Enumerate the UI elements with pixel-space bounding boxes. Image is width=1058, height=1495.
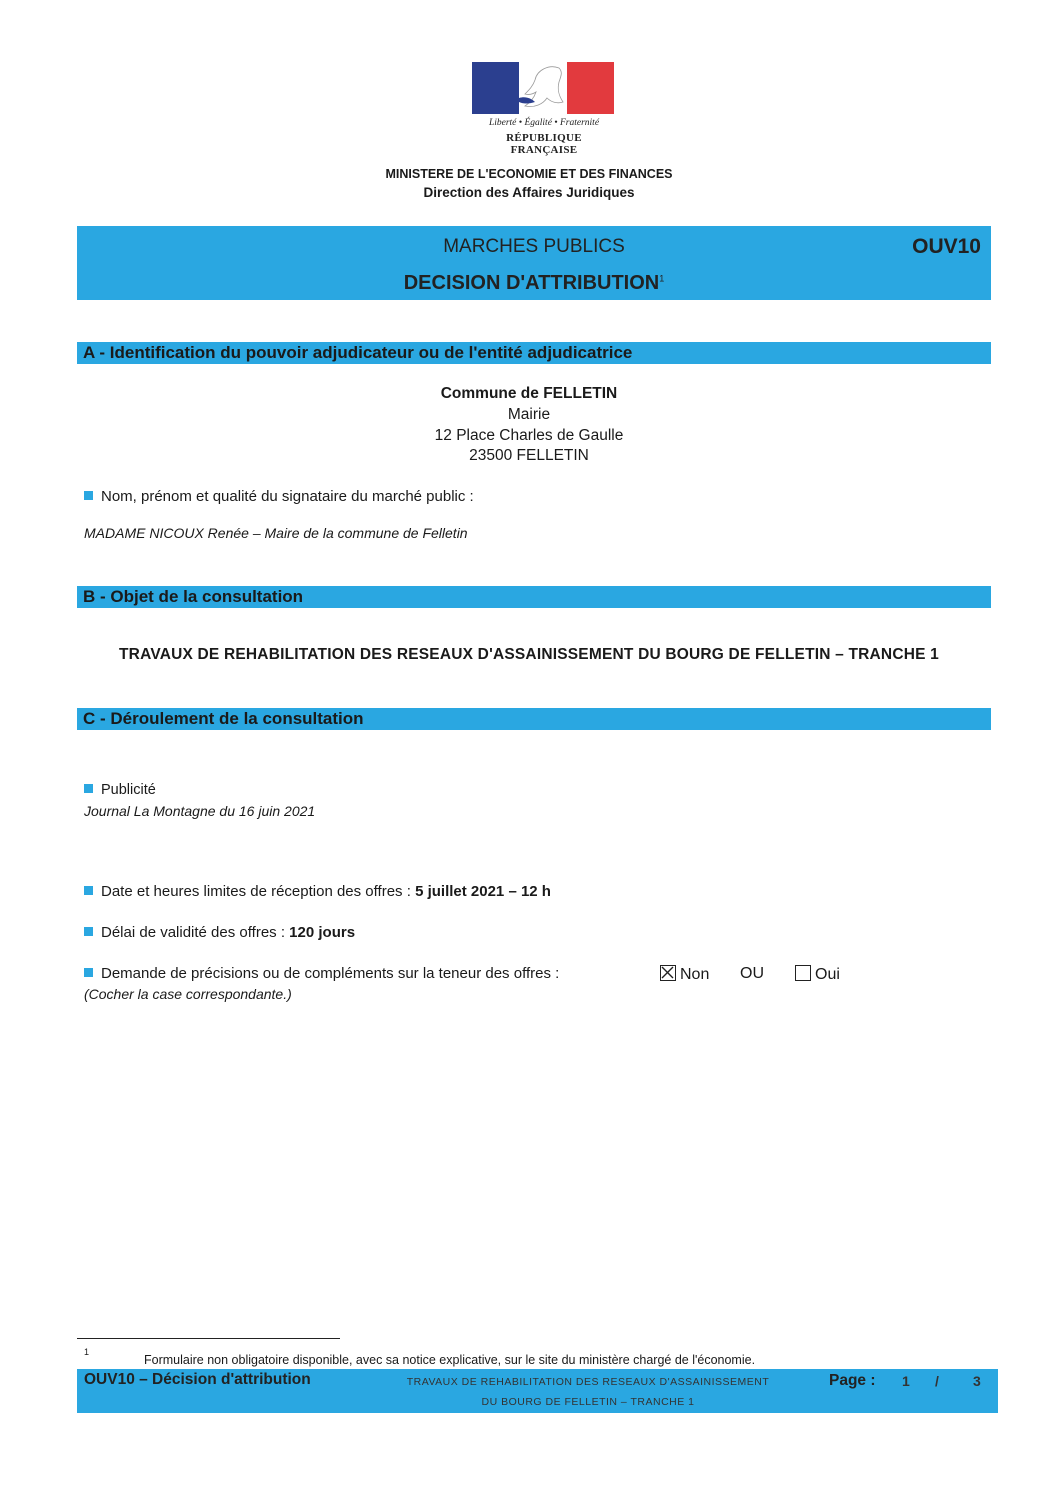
- section-a-heading: A - Identification du pouvoir adjudicateur ou de l'entité adjudicatrice: [77, 342, 991, 364]
- direction-title: Direction des Affaires Juridiques: [423, 185, 635, 200]
- bullet-icon: [84, 886, 93, 895]
- signatory-value: MADAME NICOUX Renée – Maire de la commune de Felletin: [84, 525, 468, 541]
- footer-form-title: OUV10 – Décision d'attribution: [84, 1371, 311, 1388]
- validity-value: 120 jours: [289, 924, 356, 941]
- section-b-heading: B - Objet de la consultation: [77, 586, 991, 608]
- bullet-icon: [84, 968, 93, 977]
- entity-line2: Mairie: [507, 406, 551, 423]
- title-line2: DECISION D'ATTRIBUTION$^1$: [403, 272, 665, 294]
- bullet-icon: [84, 491, 93, 500]
- republic-motto: Liberté • Égalité • Fraternité: [488, 118, 600, 128]
- footer-page-separator: /: [935, 1373, 939, 1389]
- consultation-object: TRAVAUX DE REHABILITATION DES RESEAUX D'ASSAINISSEMENT DU BOURG DE FELLETIN – TRANCHE 1: [119, 646, 939, 663]
- validity-label: Délai de validité des offres :: [101, 924, 285, 941]
- footer-band: [77, 1369, 998, 1413]
- title-line1: MARCHES PUBLICS: [443, 236, 625, 257]
- footer-object-line1: TRAVAUX DE REHABILITATION DES RESEAUX D'ASSAINISSEMENT: [406, 1376, 770, 1388]
- bullet-icon: [84, 927, 93, 936]
- title-band: [77, 226, 991, 300]
- footnote-rule: [77, 1338, 340, 1339]
- precisions-hint: (Cocher la case correspondante.): [84, 986, 292, 1002]
- deadline-value: 5 juillet 2021 – 12 h: [415, 883, 551, 900]
- form-code: OUV10: [912, 235, 981, 258]
- section-c-heading: C - Déroulement de la consultation: [77, 708, 991, 730]
- publicity-value: Journal La Montagne du 16 juin 2021: [84, 803, 316, 819]
- ministry-title: MINISTERE DE L'ECONOMIE ET DES FINANCES: [385, 167, 673, 181]
- checkbox-non[interactable]: [660, 965, 676, 981]
- validity-line: [84, 924, 355, 941]
- bullet-icon: [84, 784, 93, 793]
- option-non-label: Non: [680, 966, 710, 983]
- deadline-line: [84, 883, 551, 900]
- footer-object-line2: DU BOURG DE FELLETIN – TRANCHE 1: [481, 1396, 695, 1408]
- checkbox-oui[interactable]: [795, 965, 811, 981]
- option-oui: [795, 965, 840, 984]
- entity-address-line2: 23500 FELLETIN: [469, 447, 589, 464]
- option-oui-label: Oui: [815, 966, 840, 983]
- option-or: OU: [740, 965, 764, 982]
- publicity-label: Publicité: [84, 782, 156, 798]
- precisions-label: Demande de précisions ou de compléments sur la teneur des offres :: [84, 965, 559, 982]
- republic-logo: [472, 62, 616, 156]
- entity-address-line1: 12 Place Charles de Gaulle: [434, 427, 624, 444]
- footnote-ref: 1: [659, 273, 665, 284]
- signatory-label: Nom, prénom et qualité du signataire du marché public :: [84, 488, 474, 505]
- option-non: [660, 965, 709, 984]
- republic-name: RÉPUBLIQUE FRANÇAISE: [506, 132, 582, 156]
- footer-page-current: 1: [902, 1373, 910, 1389]
- footer-page-label: Page :: [829, 1372, 876, 1389]
- footer-page-total: 3: [973, 1373, 981, 1389]
- entity-name: Commune de FELLETIN: [440, 385, 618, 402]
- footnote-mark: 1: [84, 1347, 90, 1357]
- footnote-text: Formulaire non obligatoire disponible, avec sa notice explicative, sur le site du ministère chargé de l'économie.: [144, 1353, 756, 1367]
- deadline-label: Date et heures limites de réception des offres :: [101, 883, 411, 900]
- marianne-flag-icon: [472, 62, 614, 114]
